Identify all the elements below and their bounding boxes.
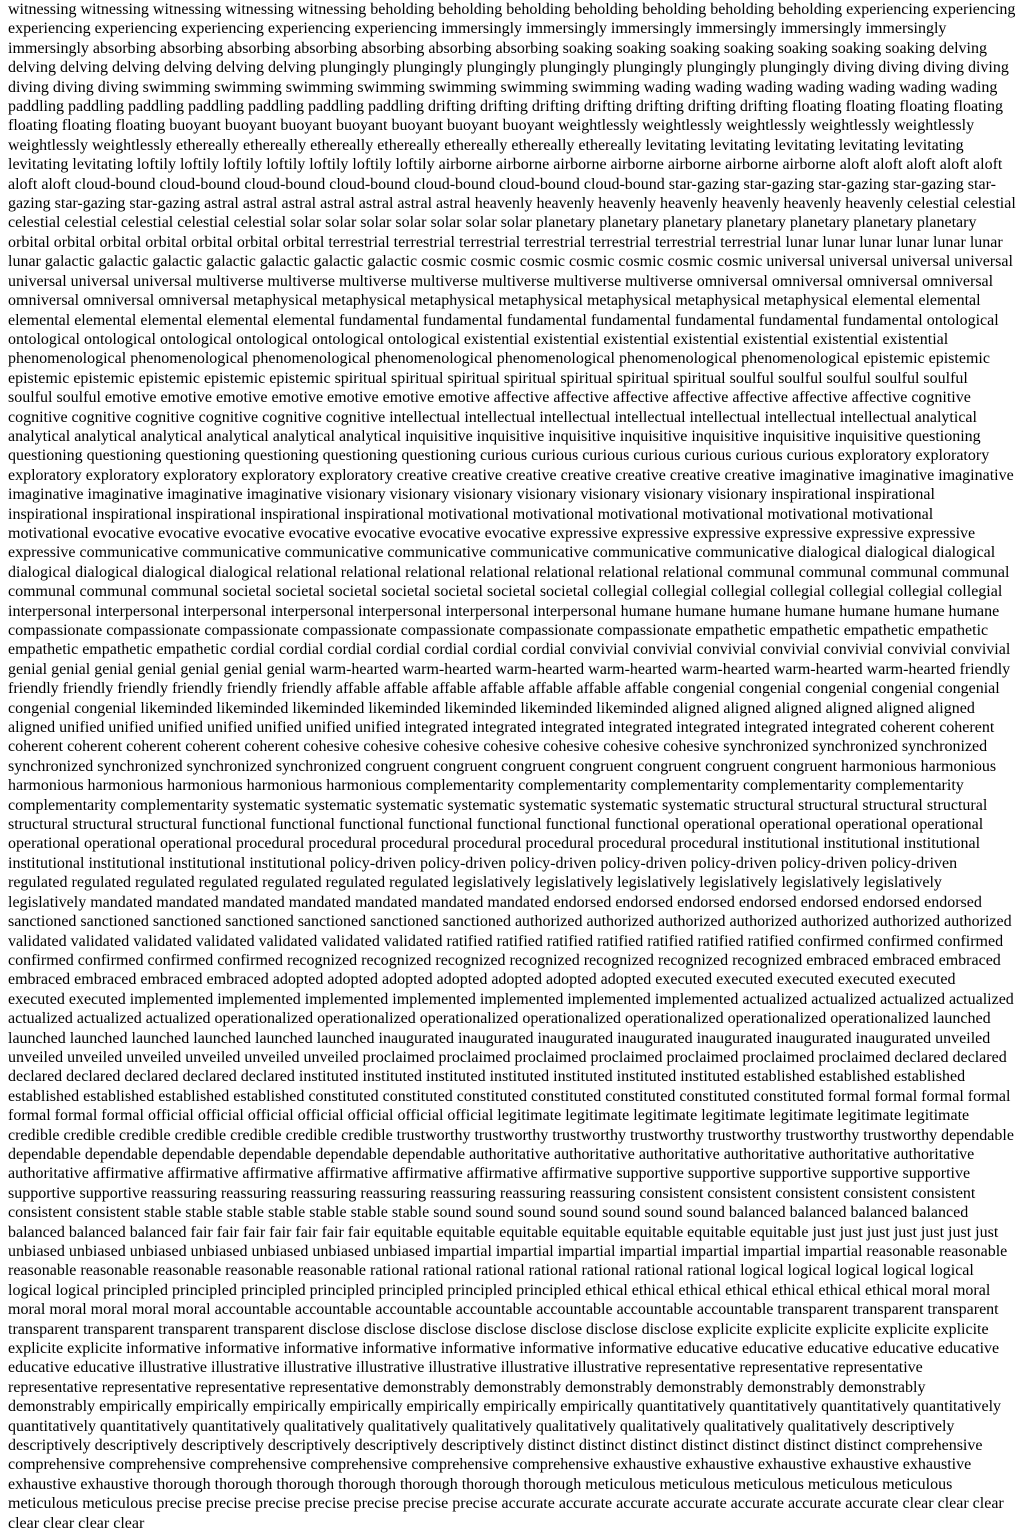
body-text: witnessing witnessing witnessing witnessing witnessing beholding beholding beholding beholding beholding beholding beholding experiencing experiencing experiencing experiencing experiencing experiencing experiencing immersingly immersingly immersingly immersingly immersingly immersingly immersingly absorbing absorbing absorbing absorbing absorbing absorbing absorbing soaking soaking soaking soaking soaking soaking soaking delving delving delving delving delving delving delving plungingly plungingly plungingly plungingly plungingly plungingly plungingly diving diving diving diving diving diving diving swimming swimming swimming swimming swimming swimming swimming wading wading wading wading wading wading wading paddling paddling paddling paddling paddling paddling paddling drifting drifting drifting drifting drifting drifting drifting floating floating floating floating floating floating floating buoyant buoyant buoyant buoyant buoyant buoyant buoyant weightlessly weightlessly weightlessly weightlessly weightlessly weightlessly weightlessly ethereally ethereally ethereally ethereally ethereally ethereally ethereally levitating levitating levitating levitating levitating levitating levitating loftily loftily loftily loftily loftily loftily loftily airborne airborne airborne airborne airborne airborne airborne aloft aloft aloft aloft aloft aloft aloft cloud-bound cloud-bound cloud-bound cloud-bound cloud-bound cloud-bound cloud-bound star-gazing star-gazing star-gazing star-gazing star-gazing star-gazing star-gazing astral astral astral astral astral astral astral heavenly heavenly heavenly heavenly heavenly heavenly heavenly celestial celestial celestial celestial celestial celestial celestial solar solar solar solar solar solar solar planetary planetary planetary planetary planetary planetary planetary orbital orbital orbital orbital orbital orbital orbital terrestrial terrestrial terrestrial terrestrial terrestrial terrestrial terrestrial lunar lunar lunar lunar lunar lunar lunar galactic galactic galactic galactic galactic galactic galactic cosmic cosmic cosmic cosmic cosmic cosmic cosmic universal universal universal universal universal universal universal multiverse multiverse multiverse multiverse multiverse multiverse multiverse omniversal omniversal omniversal omniversal omniversal omniversal omniversal metaphysical metaphysical metaphysical metaphysical metaphysical metaphysical metaphysical elemental elemental elemental elemental elemental elemental elemental fundamental fundamental fundamental fundamental fundamental fundamental fundamental ontological ontological ontological ontological ontological ontological ontological existential existential existential existential existential existential existential phenomenological phenomenological phenomenological phenomenological phenomenological phenomenological phenomenological epistemic epistemic epistemic epistemic epistemic epistemic epistemic spiritual spiritual spiritual spiritual spiritual spiritual spiritual soulful soulful soulful soulful soulful soulful soulful emotive emotive emotive emotive emotive emotive emotive affective affective affective affective affective affective affective cognitive cognitive cognitive cognitive cognitive cognitive cognitive intellectual intellectual intellectual intellectual intellectual intellectual intellectual analytical analytical analytical analytical analytical analytical analytical inquisitive inquisitive inquisitive inquisitive inquisitive inquisitive inquisitive questioning questioning questioning questioning questioning questioning questioning curious curious curious curious curious curious curious exploratory exploratory exploratory exploratory exploratory exploratory exploratory creative creative creative creative creative creative creative imaginative imaginative imaginative imaginative imaginative imaginative imaginative visionary visionary visionary visionary visionary visionary visionary inspirational inspirational inspirational inspirational inspirational inspirational inspirational motivational motivational motivational motivational motivational motivational motivational evocative evocative evocative evocative evocative evocative evocative expressive expressive expressive expressive expressive expressive expressive communicative communicative communicative communicative communicative communicative communicative dialogical dialogical dialogical dialogical dialogical dialogical dialogical relational relational relational relational relational relational relational communal communal communal communal communal communal communal societal societal societal societal societal societal societal collegial collegial collegial collegial collegial collegial collegial interpersonal interpersonal interpersonal interpersonal interpersonal interpersonal interpersonal humane humane humane humane humane humane humane compassionate compassionate compassionate compassionate compassionate compassionate compassionate empathetic empathetic empathetic empathetic empathetic empathetic empathetic cordial cordial cordial cordial cordial cordial cordial convivial convivial convivial convivial convivial convivial convivial genial genial genial genial genial genial genial warm-hearted warm-hearted warm-hearted warm-hearted warm-hearted warm-hearted warm-hearted friendly friendly friendly friendly friendly friendly friendly affable affable affable affable affable affable affable congenial congenial congenial congenial congenial congenial congenial likeminded likeminded likeminded likeminded likeminded likeminded likeminded aligned aligned aligned aligned aligned aligned aligned unified unified unified unified unified unified unified integrated integrated integrated integrated integrated integrated integrated coherent coherent coherent coherent coherent coherent coherent cohesive cohesive cohesive cohesive cohesive cohesive cohesive synchronized synchronized synchronized synchronized synchronized synchronized synchronized congruent congruent congruent congruent congruent congruent congruent harmonious harmonious harmonious harmonious harmonious harmonious harmonious complementarity complementarity complementarity complementarity complementarity complementarity complementarity systematic systematic systematic systematic systematic systematic systematic structural structural structural structural structural structural structural functional functional functional functional functional functional functional operational operational operational operational operational operational operational procedural procedural procedural procedural procedural procedural procedural institutional institutional institutional institutional institutional institutional institutional policy-driven policy-driven policy-driven policy-driven policy-driven policy-driven policy-driven regulated regulated regulated regulated regulated regulated regulated legislatively legislatively legislatively legislatively legislatively legislatively legislatively mandated mandated mandated mandated mandated mandated mandated endorsed endorsed endorsed endorsed endorsed endorsed endorsed sanctioned sanctioned sanctioned sanctioned sanctioned sanctioned sanctioned authorized authorized authorized authorized authorized authorized authorized validated validated validated validated validated validated validated ratified ratified ratified ratified ratified ratified ratified confirmed confirmed confirmed confirmed confirmed confirmed confirmed recognized recognized recognized recognized recognized recognized recognized embraced embraced embraced embraced embraced embraced embraced adopted adopted adopted adopted adopted adopted adopted executed executed executed executed executed executed executed implemented implemented implemented implemented implemented implemented implemented actualized actualized actualized actualized actualized actualized actualized operationalized operationalized operationalized operationalized operationalized operationalized operationalized launched launched launched launched launched launched launched inaugurated inaugurated inaugurated inaugurated inaugurated inaugurated inaugurated unveiled unveiled unveiled unveiled unveiled unveiled unveiled proclaimed proclaimed proclaimed proclaimed proclaimed proclaimed proclaimed declared declared declared declared declared declared declared instituted instituted instituted instituted instituted instituted instituted established established established established established established established constituted constituted constituted constituted constituted constituted constituted formal formal formal formal formal formal formal official official official official official official official legitimate legitimate legitimate legitimate legitimate legitimate legitimate credible credible credible credible credible credible credible trustworthy trustworthy trustworthy trustworthy trustworthy trustworthy trustworthy dependable dependable dependable dependable dependable dependable dependable authoritative authoritative authoritative authoritative authoritative authoritative authoritative affirmative affirmative affirmative affirmative affirmative affirmative affirmative supportive supportive supportive supportive supportive supportive supportive reassuring reassuring reassuring reassuring reassuring reassuring reassuring consistent consistent consistent consistent consistent consistent consistent stable stable stable stable stable stable stable sound sound sound sound sound sound sound balanced balanced balanced balanced balanced balanced balanced fair fair fair fair fair fair fair equitable equitable equitable equitable equitable equitable equitable just just just just just just just unbiased unbiased unbiased unbiased unbiased unbiased unbiased impartial impartial impartial impartial impartial impartial impartial reasonable reasonable reasonable reasonable reasonable reasonable reasonable rational rational rational rational rational rational rational logical logical logical logical logical logical logical principled principled principled principled principled principled principled ethical ethical ethical ethical ethical ethical ethical moral moral moral moral moral moral moral accountable accountable accountable accountable accountable accountable accountable transparent transparent transparent transparent transparent transparent transparent disclose disclose disclose disclose disclose disclose disclose explicite explicite explicite explicite explicite explicite explicite informative informative informative informative informative informative informative educative educative educative educative educative educative educative illustrative illustrative illustrative illustrative illustrative illustrative illustrative representative representative representative representative representative representative representative demonstrably demonstrably demonstrably demonstrably demonstrably demonstrably demonstrably empirically empirically empirically empirically empirically empirically empirically quantitatively quantitatively quantitatively quantitatively quantitatively quantitatively quantitatively qualitatively qualitatively qualitatively qualitatively qualitatively qualitatively qualitatively descriptively descriptively descriptively descriptively descriptively descriptively descriptively distinct distinct distinct distinct distinct distinct distinct comprehensive comprehensive comprehensive comprehensive comprehensive comprehensive comprehensive exhaustive exhaustive exhaustive exhaustive exhaustive exhaustive exhaustive thorough thorough thorough thorough thorough thorough thorough meticulous meticulous meticulous meticulous meticulous meticulous meticulous precise precise precise precise precise precise precise accurate accurate accurate accurate accurate accurate accurate clear clear clear clear clear clear clear [8,1,1016,1532]
